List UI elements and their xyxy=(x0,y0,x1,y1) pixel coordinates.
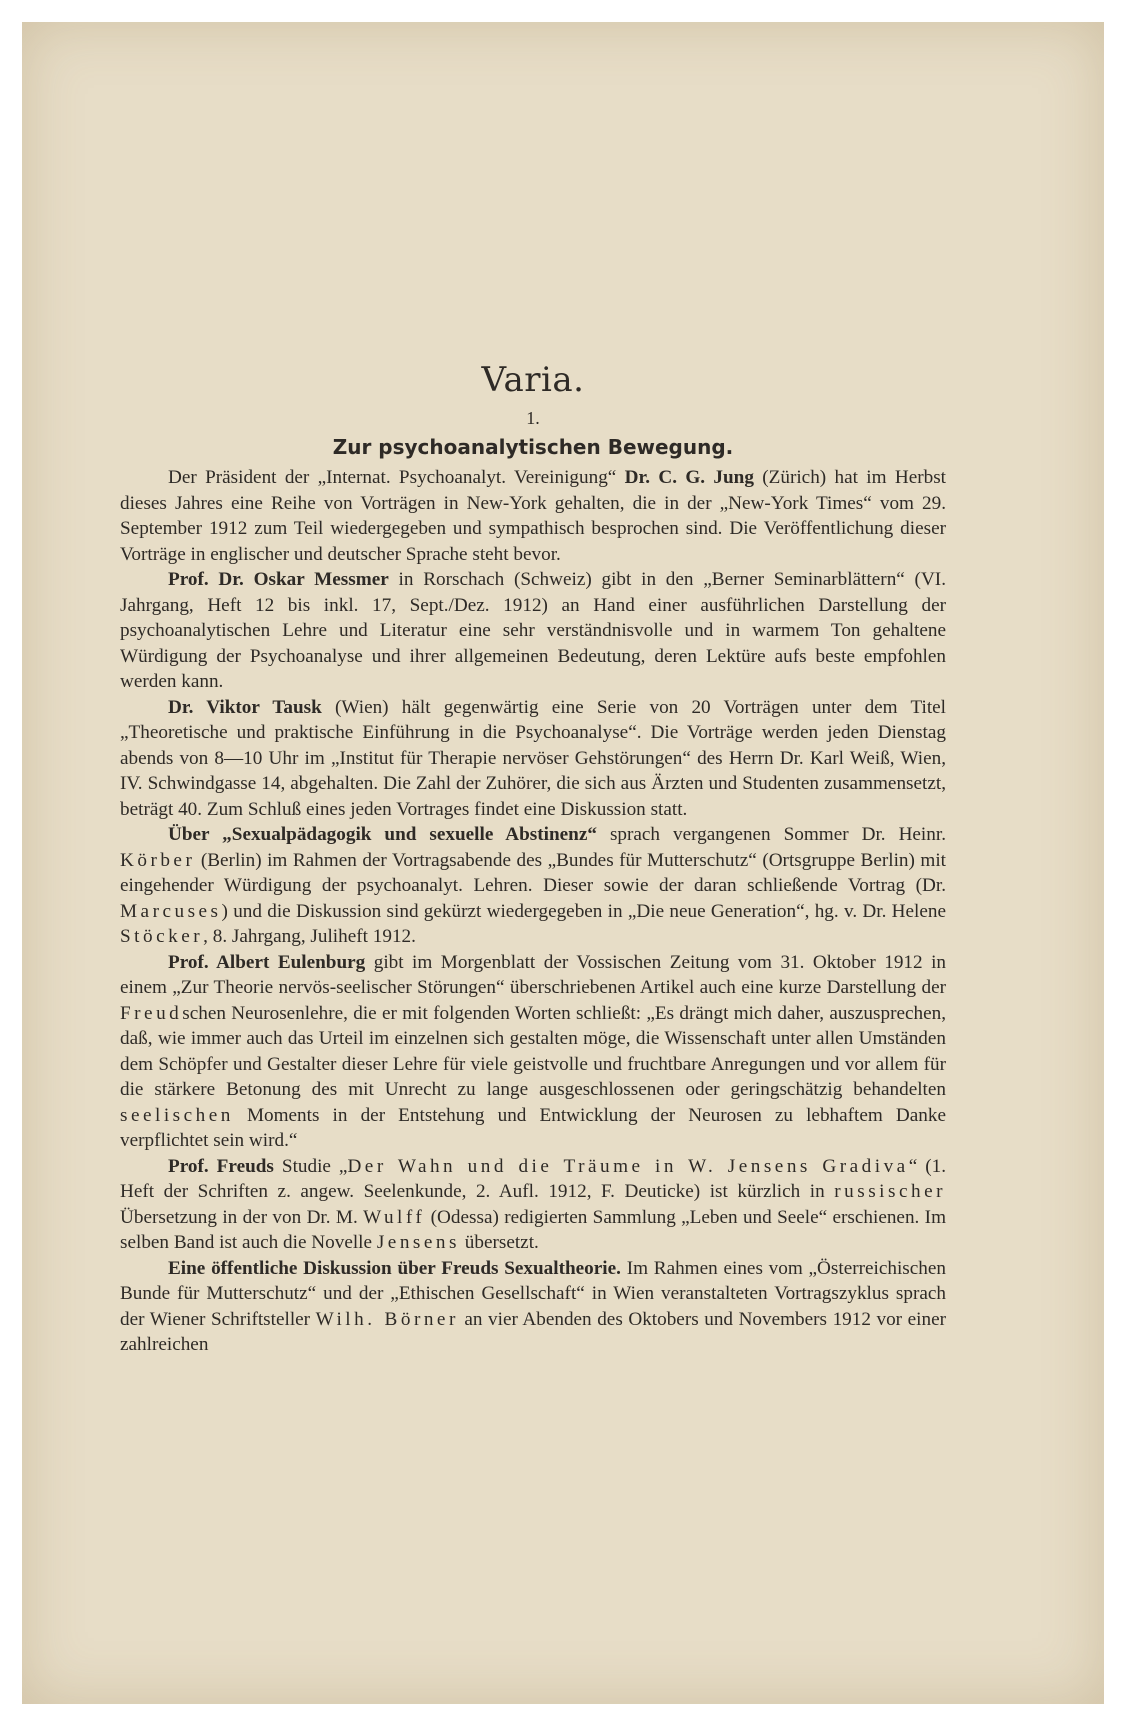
section-title: Zur psychoanalytischen Bewegung. xyxy=(332,435,734,459)
paragraph xyxy=(120,465,946,567)
paragraph xyxy=(120,1154,946,1256)
text-run: (Zürich) hat im Herbst dieses Jahres eine Reihe von Vorträgen in New-York gehalten, die in der „New-York Times“ vom 29. September 1912 zum Teil wiedergegeben und sympathisch besprochen sind. Die Veröffentlichung dieser Vorträge in englischer und deutscher Sprache steht bevor. xyxy=(120,467,947,565)
bold-run: Prof. Albert Eulenburg xyxy=(168,951,366,973)
text-run: in Rorschach (Schweiz) gibt in den „Berner Seminarblättern“ (VI. Jahrgang, Heft 12 bis inkl. 17, Sept./Dez. 1912) an Hand einer ausführlichen Darstellung der psychoanalytischen Lehre und Literatur eine sehr verständnisvolle und in warmem Ton gehaltene Würdigung der Psychoanalyse und ihrer allgemeinen Bedeutung, deren Lektüre aufs beste empfohlen werden kann. xyxy=(120,569,946,692)
bold-run: Prof. Dr. Oskar Messmer xyxy=(168,569,389,590)
spaced-run: seelischen xyxy=(120,1104,234,1126)
spaced-run: Marcuses xyxy=(120,900,222,922)
text-run: (Berlin) im Rahmen der Vortragsabende des „Bundes für Mutterschutz“ (Ortsgruppe Berlin) mit eingehender Würdigung der psychoanalyt. Lehren. Dieser sowie der daran schließende Vortrag (Dr. xyxy=(120,849,946,896)
spaced-run: Jensens xyxy=(376,1232,460,1253)
paragraph xyxy=(120,1256,946,1358)
paragraph xyxy=(120,822,946,950)
section-number: 1. xyxy=(526,408,540,428)
paragraph xyxy=(120,567,946,695)
spaced-run: Wulff xyxy=(363,1206,426,1228)
text-run: “ (1. Heft der Schriften z. angew. Seelenkunde, 2. Aufl. 1912, F. Deuticke) ist kürzlich in xyxy=(120,1155,946,1202)
paragraph xyxy=(120,950,946,1154)
paragraph xyxy=(120,695,946,823)
article-body xyxy=(120,465,946,1358)
spaced-run: russischer xyxy=(834,1181,946,1202)
text-run: Im Rahmen eines vom „Österreichischen Bunde für Mutterschutz“ und der „Ethischen Gesellschaft“ in Wien veranstalteten Vortragszyklus sprach der Wiener Schriftsteller xyxy=(120,1257,946,1330)
show-through-text xyxy=(120,110,960,340)
page-heading: Varia. xyxy=(481,360,585,400)
spaced-run: Stöcker xyxy=(120,926,204,947)
spaced-run: Wilh. Börner xyxy=(315,1308,459,1330)
bold-run: Dr. Viktor Tausk xyxy=(168,696,322,718)
spaced-run: Freud xyxy=(120,1002,183,1024)
bold-run: Über „Sexualpädagogik und sexuelle Abstinenz“ xyxy=(168,824,597,845)
bold-run: Prof. Freuds xyxy=(168,1155,274,1177)
text-run: übersetzt. xyxy=(459,1232,539,1253)
spaced-run: Körber xyxy=(120,849,196,871)
text-run: schen Neurosenlehre, die er mit folgenden Worten schließt: „Es drängt mich daher, auszusprechen, daß, wie immer auch das Urteil im einzelnen sich gestalten möge, die Wissenschaft unter allen Umständen dem Schöpfer und Gestalter dieser Lehre für viele geistvolle und fruchtbare Anregungen und vor allem für die stärkere Betonung des mit Unrecht zu lange ausgeschlossenen oder geringschätzig behandelten xyxy=(120,1002,946,1100)
spaced-run: Der Wahn und die Träume in W. Jensens Gradiva xyxy=(347,1155,909,1177)
text-run: Studie „ xyxy=(273,1155,348,1177)
text-run: ) und die Diskussion sind gekürzt wiedergegeben in „Die neue Generation“, hg. v. Dr. Helene xyxy=(221,900,946,922)
text-run: Übersetzung in der von Dr. M. xyxy=(120,1206,364,1228)
text-run: an vier Abenden des Oktobers und Novembers 1912 vor einer zahlreichen xyxy=(120,1308,946,1355)
page-content xyxy=(120,360,946,1358)
text-run: (Wien) hält gegenwärtig eine Serie von 20 Vorträgen unter dem Titel „Theoretische und praktische Einführung in die Psychoanalyse“. Die Vorträge werden jeden Dienstag abends von 8—10 Uhr im „Institut für Therapie nervöser Gehstörungen“ des Herrn Dr. Karl Weiß, Wien, IV. Schwindgasse 14, abgehalten. Die Zahl der Zuhörer, die sich aus Ärzten und Studenten zusammensetzt, beträgt 40. Zum Schluß eines jeden Vortrages findet eine Diskussion statt. xyxy=(120,696,946,820)
text-run: sprach vergangenen Sommer Dr. Heinr. xyxy=(596,824,946,845)
text-run: Moments in der Entstehung und Entwicklung der Neurosen zu lebhaftem Danke verpflichtet sein wird.“ xyxy=(120,1104,946,1151)
text-run: (Odessa) redigierten Sammlung „Leben und Seele“ erschienen. Im selben Band ist auch die Novelle xyxy=(120,1206,946,1253)
text-run: , 8. Jahrgang, Juliheft 1912. xyxy=(203,926,416,947)
text-run: gibt im Morgenblatt der Vossischen Zeitung vom 31. Oktober 1912 in einem „Zur Theorie nervös-seelischer Störungen“ überschriebenen Artikel auch eine kurze Darstellung der xyxy=(120,951,946,998)
bold-run: Eine öffentliche Diskussion über Freuds Sexualtheorie. xyxy=(168,1257,621,1279)
bold-run: Dr. C. G. Jung xyxy=(624,467,754,488)
text-run: Der Präsident der „Internat. Psychoanalyt. Vereinigung“ xyxy=(168,467,625,488)
